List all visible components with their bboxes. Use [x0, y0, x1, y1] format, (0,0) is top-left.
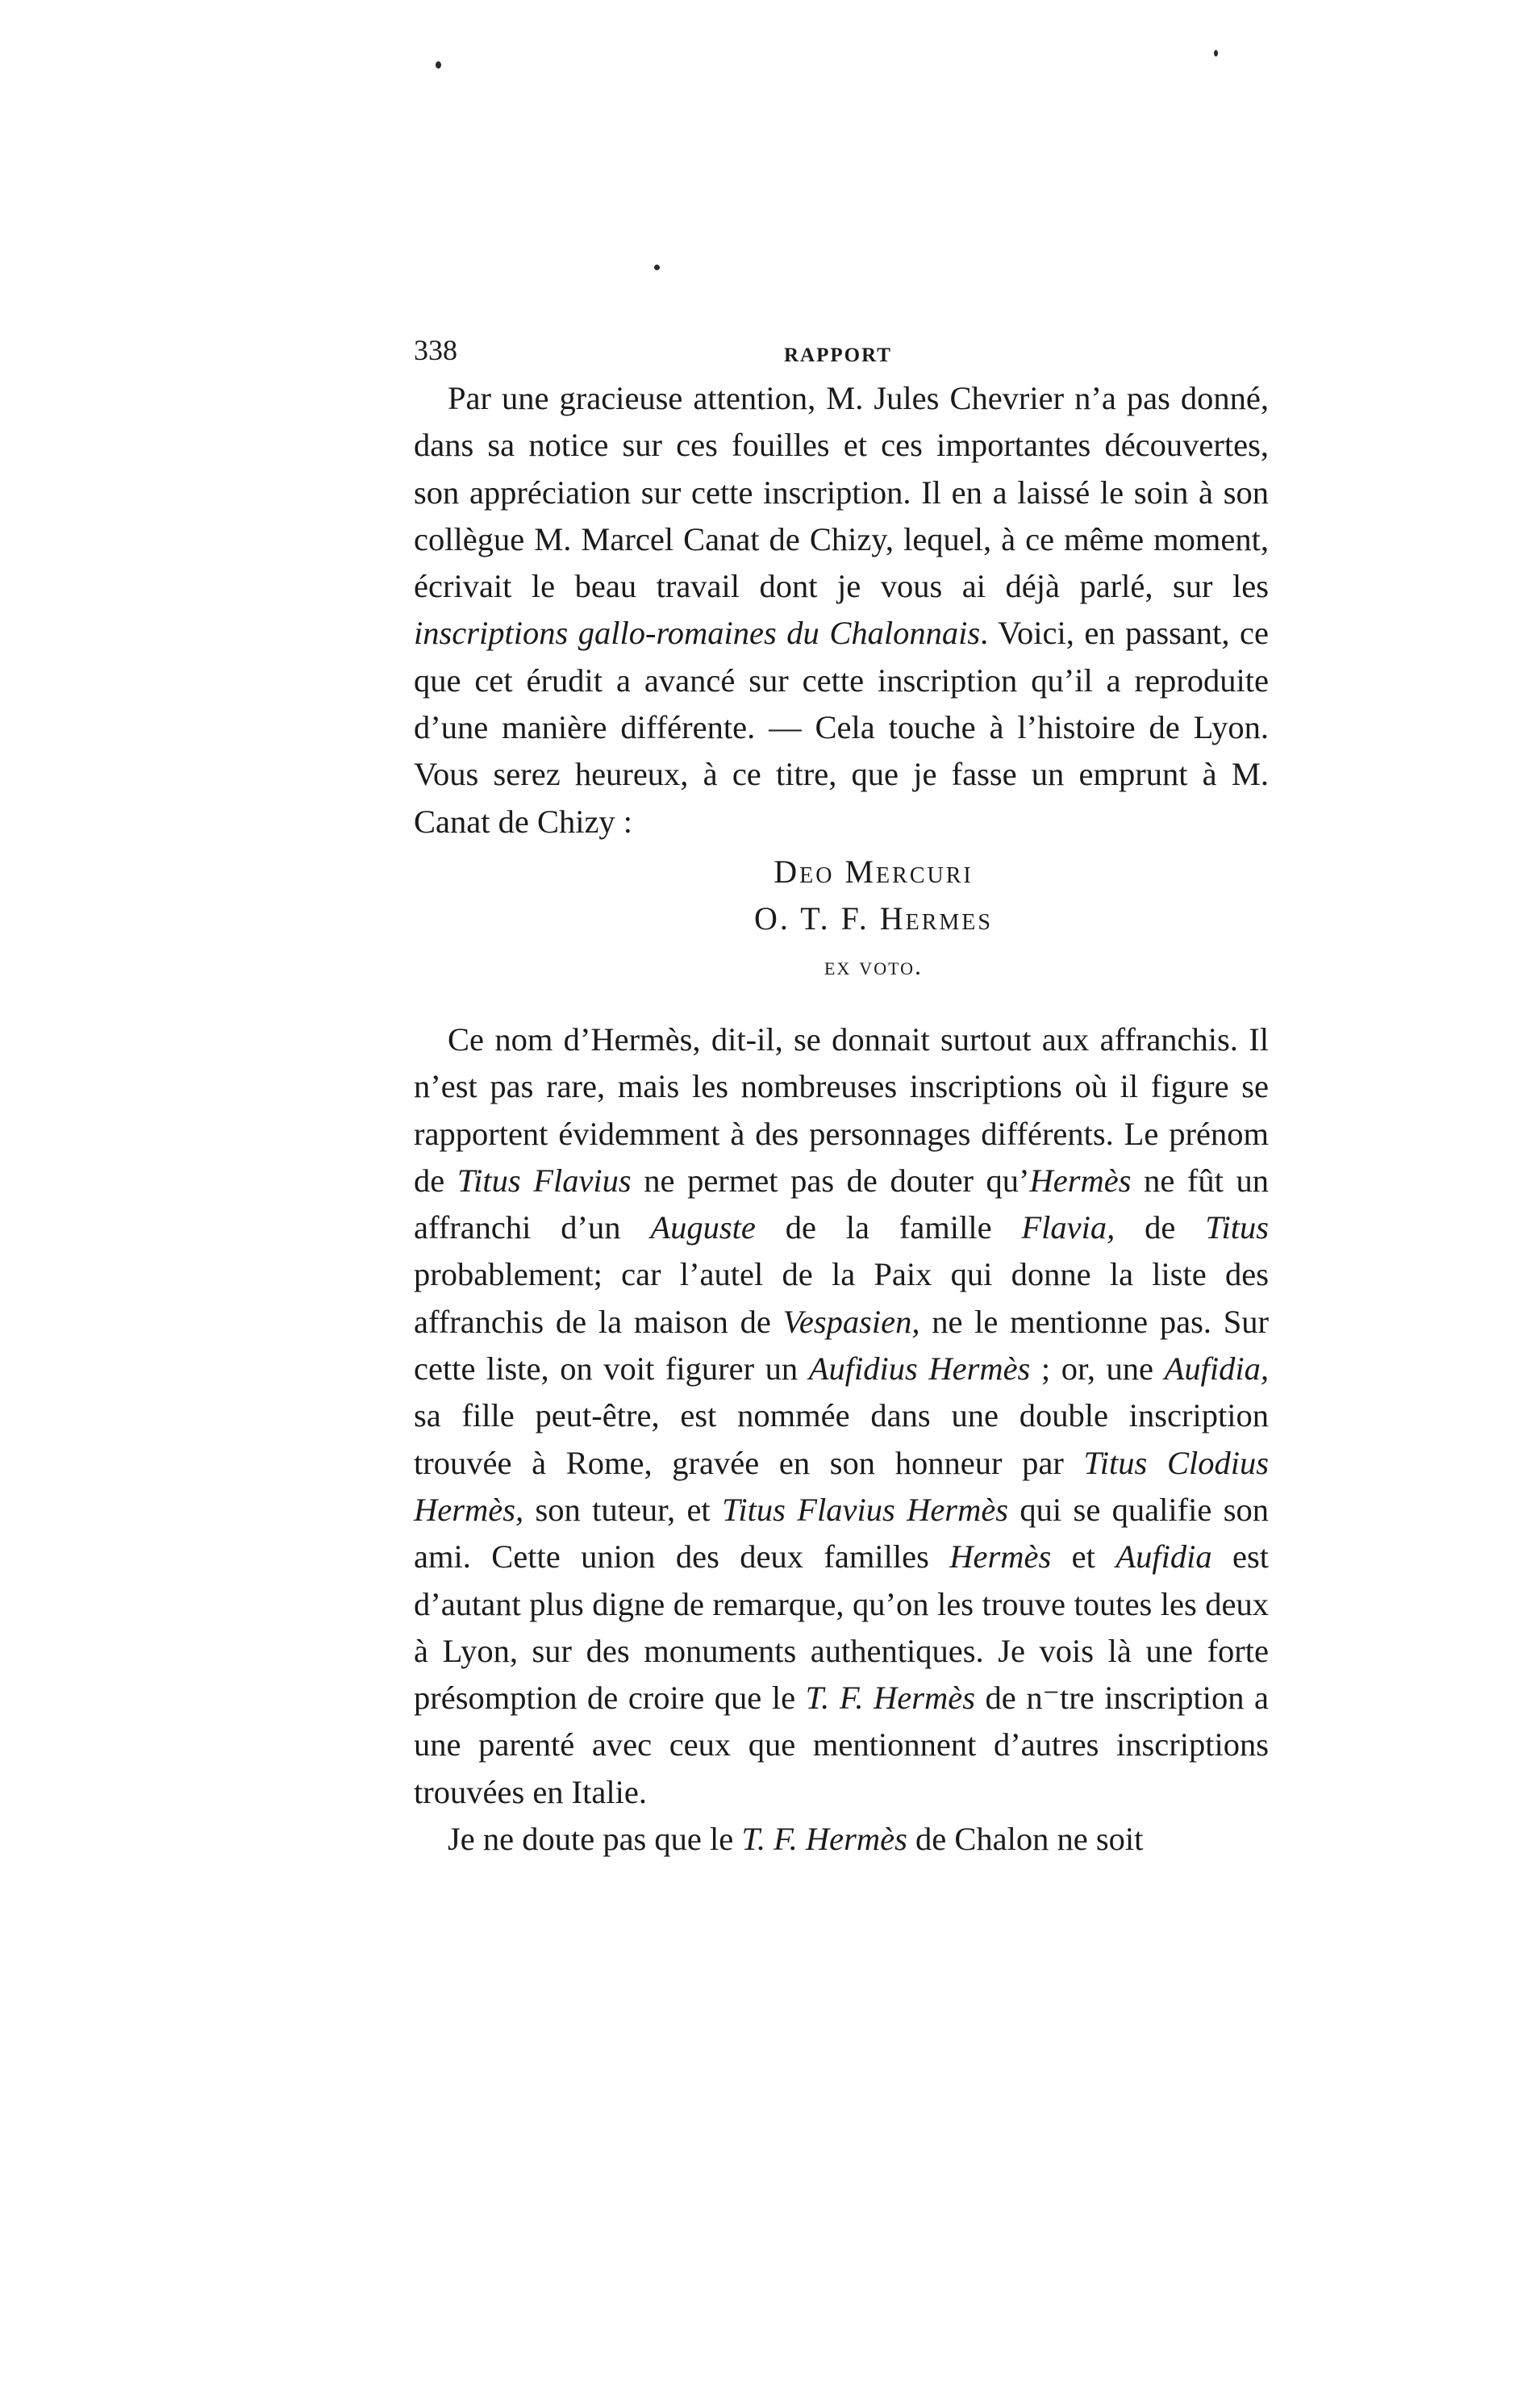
- text-run: ne fût un affranchi d’un: [414, 1162, 1269, 1246]
- italic-run: Hermès: [1029, 1162, 1132, 1199]
- italic-run: inscriptions gallo-romaines du Chalonnais: [414, 615, 981, 652]
- text-run: probablement; car l’autel de la Paix qui donne la liste des affranchis de la maison de: [414, 1256, 1269, 1340]
- scan-speck: [436, 61, 441, 69]
- inscription-line-3: ex voto.: [824, 950, 924, 980]
- text-run: ne permet pas de douter qu’: [631, 1162, 1030, 1199]
- italic-run: Flavia,: [1021, 1209, 1115, 1246]
- paragraph-3: [414, 1816, 1269, 1863]
- inscription-line-1: Deo Mercuri: [774, 853, 974, 890]
- paragraph-1: [414, 375, 1269, 845]
- text-run: de la famille: [755, 1209, 1022, 1246]
- italic-run: Aufidius Hermès: [808, 1350, 1031, 1388]
- italic-run: T. F. Hermès: [805, 1680, 975, 1717]
- text-run: de n⁻tre inscription a une parenté avec ceux que mentionnent d’autres inscriptions trouvées en Italie.: [414, 1680, 1269, 1810]
- text-run: est d’autant plus digne de remarque, qu’on les trouve toutes les deux à Lyon, sur des monuments authentiques. Je vois là une forte présomption de croire que le: [414, 1538, 1270, 1717]
- text-run: Je ne doute pas que le: [448, 1821, 742, 1858]
- text-run: et: [1051, 1538, 1116, 1575]
- book-page: [414, 327, 1269, 1863]
- text-run: son tuteur, et: [523, 1491, 723, 1528]
- italic-run: Titus: [1205, 1209, 1270, 1246]
- running-head: [414, 327, 1269, 375]
- italic-run: Titus Flavius Hermès: [722, 1491, 1009, 1528]
- text-run: de Chalon ne soit: [907, 1821, 1144, 1858]
- body-text: [414, 375, 1269, 1863]
- page-number: 338: [414, 334, 457, 366]
- text-run: ne le mentionne pas. Sur cette liste, on voit figurer un: [414, 1303, 1269, 1388]
- running-title: RAPPORT: [784, 344, 892, 366]
- scan-speck: [654, 265, 660, 270]
- italic-run: T. F. Hermès: [741, 1821, 907, 1858]
- italic-run: Aufidia: [1115, 1538, 1212, 1575]
- paragraph-2: [414, 1016, 1269, 1816]
- scan-speck: [1214, 50, 1218, 56]
- italic-run: Titus Clodius Hermès,: [414, 1444, 1269, 1528]
- italic-run: Vespasien,: [782, 1303, 920, 1340]
- text-run: qui se qualifie son ami. Cette union des deux familles: [414, 1491, 1269, 1575]
- inscription-line-2: O. T. F. Hermes: [754, 899, 993, 937]
- text-run: Ce nom d’Hermès, dit-il, se donnait surtout aux affranchis. Il n’est pas rare, mais les nombreuses inscriptions où il figure se rapportent évidemment à des personnages différents. Le prénom de: [414, 1020, 1269, 1199]
- text-run: Par une gracieuse attention, M. Jules Chevrier n’a pas donné, dans sa notice sur ces fouilles et ces importantes découvertes, son appréciation sur cette inscription. Il en a laissé le soin à son collègue M. Marcel Canat de Chizy, lequel, à ce même moment, écrivait le beau travail dont je vous ai déjà parlé, sur les: [414, 380, 1269, 605]
- inscription-block: [414, 849, 1269, 989]
- text-run: ; or, une: [1030, 1350, 1165, 1388]
- italic-run: Hermès: [949, 1538, 1052, 1575]
- text-run: sa fille peut-être, est nommée dans une double inscription trouvée à Rome, gravée en son honneur par: [414, 1397, 1269, 1481]
- text-run: de: [1115, 1209, 1206, 1246]
- italic-run: Aufidia,: [1164, 1350, 1269, 1388]
- text-run: . Voici, en passant, ce que cet érudit a avancé sur cette inscription qu’il a reproduite d’une manière différente. — Cela touche à l’histoire de Lyon. Vous serez heureux, à ce titre, que je fasse un emprunt à M. Canat de Chizy :: [414, 615, 1269, 840]
- italic-run: Titus Flavius: [457, 1162, 632, 1199]
- italic-run: Auguste: [650, 1209, 756, 1246]
